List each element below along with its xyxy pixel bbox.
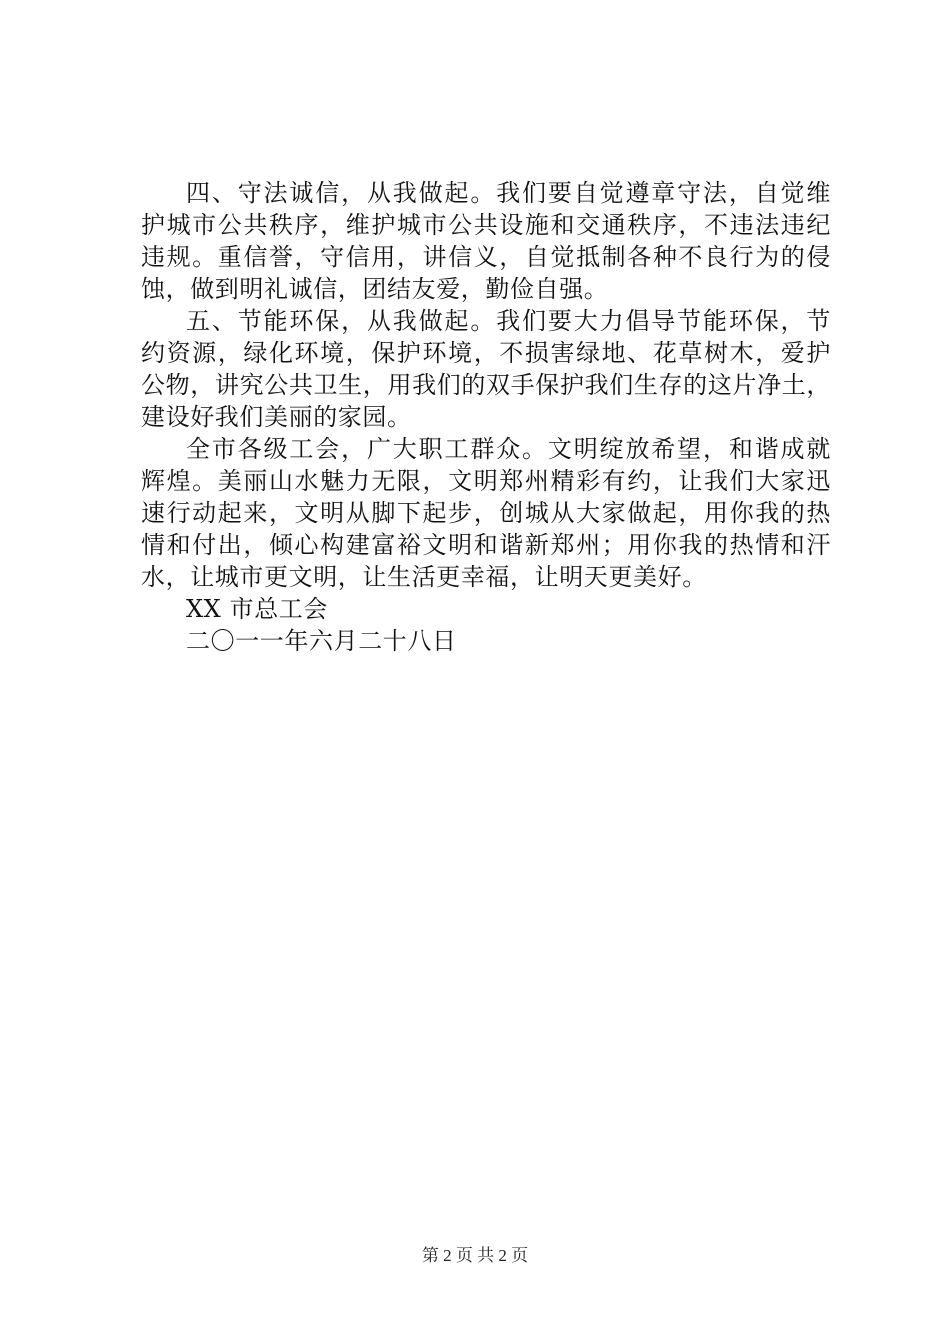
text-line: 五、节能环保，从我做起。我们要大力倡导节能环保，节 xyxy=(186,307,831,335)
signature-organization: XX 市总工会 xyxy=(186,595,329,623)
text-line: 辉煌。美丽山水魅力无限，文明郑州精彩有约，让我们大家迅 xyxy=(141,467,831,495)
text-line: 违规。重信誉，守信用，讲信义，自觉抵制各种不良行为的侵 xyxy=(141,243,831,271)
text-line: 水，让城市更文明，让生活更幸福，让明天更美好。 xyxy=(141,563,707,591)
text-line: 护城市公共秩序，维护城市公共设施和交通秩序，不违法违纪 xyxy=(141,211,831,239)
text-line: 情和付出，倾心构建富裕文明和谐新郑州；用你我的热情和汗 xyxy=(141,531,831,559)
text-line: 公物，讲究公共卫生，用我们的双手保护我们生存的这片净土， xyxy=(141,371,831,399)
text-line: 四、守法诚信，从我做起。我们要自觉遵章守法，自觉维 xyxy=(186,179,831,207)
signature-date: 二〇一一年六月二十八日 xyxy=(186,627,457,655)
text-line: 全市各级工会，广大职工群众。文明绽放希望，和谐成就 xyxy=(186,435,831,463)
text-line: 约资源，绿化环境，保护环境，不损害绿地、花草树木，爱护 xyxy=(141,339,831,367)
text-line: 建设好我们美丽的家园。 xyxy=(141,403,412,431)
text-line: 蚀，做到明礼诚信，团结友爱，勤俭自强。 xyxy=(141,275,609,303)
text-line: 速行动起来，文明从脚下起步，创城从大家做起，用你我的热 xyxy=(141,499,831,527)
page-number-footer: 第 2 页 共 2 页 xyxy=(421,1246,529,1265)
